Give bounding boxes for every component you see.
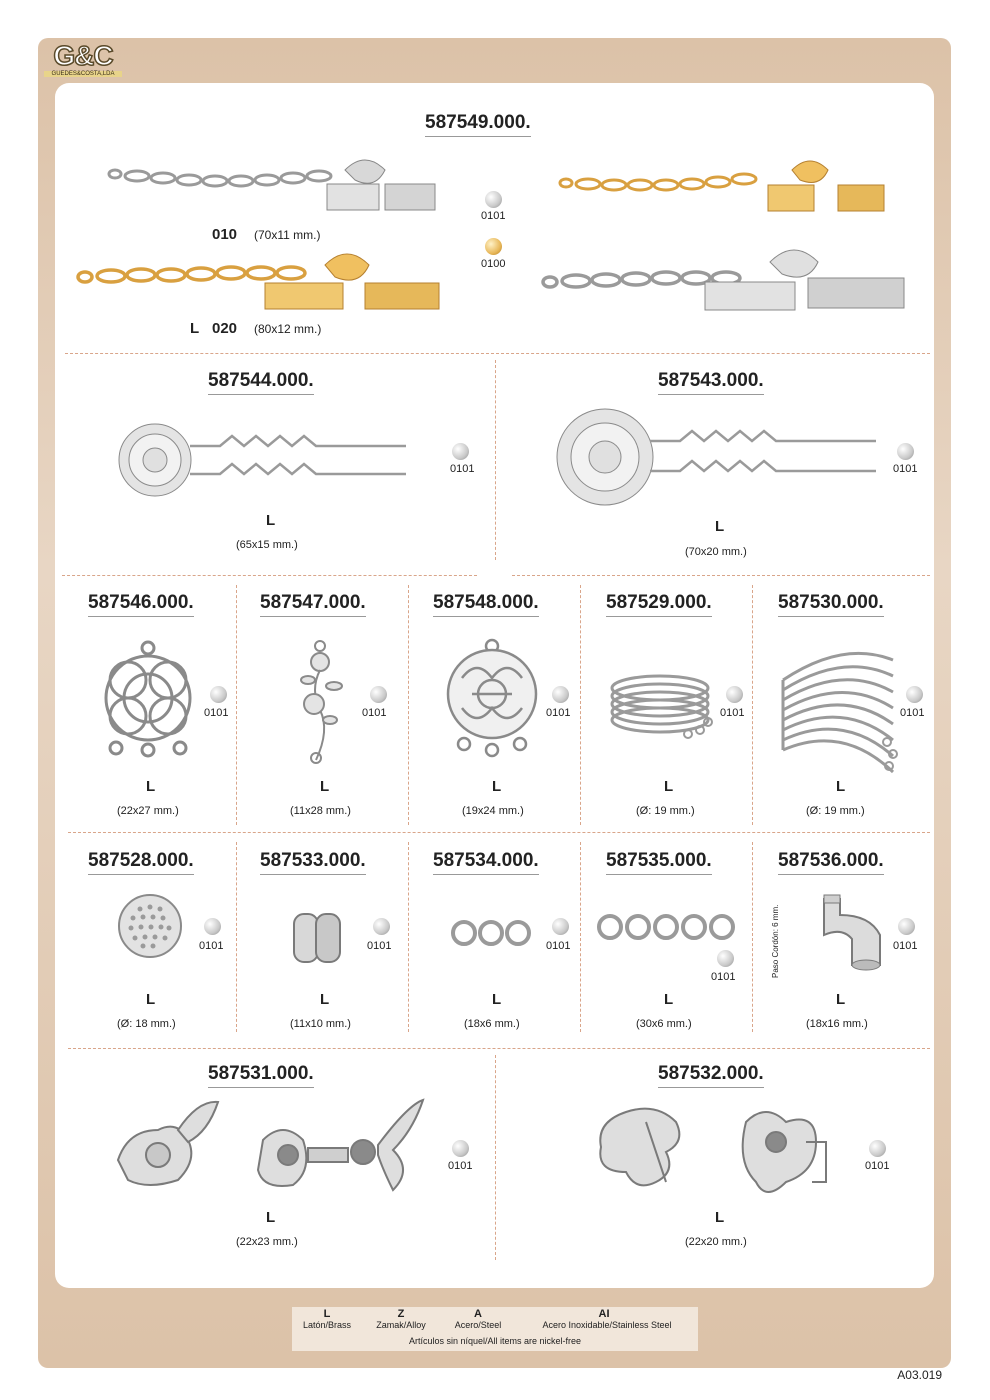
product-code: 587548.000. xyxy=(433,592,539,617)
legend-desc-l: Latón/Brass xyxy=(302,1320,352,1330)
section-divider xyxy=(65,353,930,354)
triple-ring-connector xyxy=(450,918,534,948)
legend-key-z: Z xyxy=(397,1308,405,1320)
column-divider xyxy=(495,360,496,560)
legend-key-ai: AI xyxy=(598,1308,610,1320)
column-divider xyxy=(408,842,409,1032)
column-divider xyxy=(495,1055,496,1260)
dimensions: (11x10 mm.) xyxy=(290,1018,351,1030)
dimensions: (18x16 mm.) xyxy=(806,1018,868,1030)
finish-swatch xyxy=(452,443,469,460)
variant-id-010: 010 xyxy=(212,226,238,243)
finish-swatch xyxy=(869,1140,886,1157)
dimensions: (Ø: 19 mm.) xyxy=(636,805,695,817)
magnetic-clasp-leaf xyxy=(596,1102,846,1212)
finish-code: 0101 xyxy=(448,1160,473,1172)
dimensions: (70x20 mm.) xyxy=(685,546,747,558)
five-ring-connector xyxy=(596,912,738,942)
legend-key-a: A xyxy=(474,1308,482,1320)
material-code: L xyxy=(836,778,846,795)
finish-swatch xyxy=(552,686,569,703)
finish-code: 0101 xyxy=(893,463,918,475)
finish-swatch-silver xyxy=(485,191,502,208)
dimensions: (22x27 mm.) xyxy=(117,805,179,817)
finish-swatch xyxy=(897,443,914,460)
finish-code: 0101 xyxy=(362,707,387,719)
product-code: 587535.000. xyxy=(606,850,712,875)
finish-code-silver: 0101 xyxy=(481,210,506,222)
dimensions: (Ø: 19 mm.) xyxy=(806,805,865,817)
column-divider xyxy=(752,842,753,1032)
filigree-hair-pin-large xyxy=(555,405,885,515)
material-code: L xyxy=(266,512,276,529)
dimensions: (11x28 mm.) xyxy=(290,805,351,817)
product-code: 587544.000. xyxy=(208,370,314,395)
finish-code: 0101 xyxy=(720,707,745,719)
product-code: 587531.000. xyxy=(208,1063,314,1088)
legend-key-l: L xyxy=(323,1308,331,1320)
logo-text: G&C xyxy=(53,40,113,71)
dimensions: (22x23 mm.) xyxy=(236,1236,298,1248)
finish-swatch xyxy=(210,686,227,703)
magnetic-clasp-flower xyxy=(108,1100,428,1195)
dimensions: (19x24 mm.) xyxy=(462,805,524,817)
material-code: L xyxy=(492,991,502,1008)
product-code: 587533.000. xyxy=(260,850,366,875)
material-code: L xyxy=(664,991,674,1008)
legend-desc-ai: Acero Inoxidable/Stainless Steel xyxy=(542,1320,672,1330)
variant-dims-020: (80x12 mm.) xyxy=(254,322,322,336)
column-divider xyxy=(408,585,409,825)
product-code: 587528.000. xyxy=(88,850,194,875)
finish-code: 0101 xyxy=(900,707,925,719)
finish-swatch xyxy=(373,918,390,935)
variant-id-020: 020 xyxy=(212,320,238,337)
product-code: 587532.000. xyxy=(658,1063,764,1088)
finish-swatch xyxy=(717,950,734,967)
product-code: 587534.000. xyxy=(433,850,539,875)
finish-swatch xyxy=(204,918,221,935)
dimensions: (65x15 mm.) xyxy=(236,539,298,551)
finish-swatch xyxy=(906,686,923,703)
finish-code-gold: 0100 xyxy=(481,258,506,270)
finish-code: 0101 xyxy=(204,707,229,719)
product-code: 587536.000. xyxy=(778,850,884,875)
chain-extender-gold-large xyxy=(75,255,445,315)
product-code: 587530.000. xyxy=(778,592,884,617)
product-code: 587543.000. xyxy=(658,370,764,395)
finish-swatch xyxy=(898,918,915,935)
section-divider xyxy=(68,832,930,833)
product-code: 587549.000. xyxy=(425,112,531,137)
finish-swatch xyxy=(726,686,743,703)
product-code: 587529.000. xyxy=(606,592,712,617)
logo-subtitle: GUEDES&COSTA,LDA xyxy=(44,71,122,77)
column-divider xyxy=(752,585,753,825)
rose-stem-connector xyxy=(292,640,352,765)
product-code: 587546.000. xyxy=(88,592,194,617)
dimensions: (18x6 mm.) xyxy=(464,1018,520,1030)
section-divider xyxy=(68,1048,930,1049)
column-divider xyxy=(236,585,237,825)
material-code: L xyxy=(320,991,330,1008)
finish-code: 0101 xyxy=(546,940,571,952)
material-code: L xyxy=(320,778,330,795)
finish-code: 0101 xyxy=(711,971,736,983)
dimensions: (30x6 mm.) xyxy=(636,1018,692,1030)
page-number: A03.019 xyxy=(897,1368,942,1382)
material-code: L xyxy=(715,1209,725,1226)
material-code: L xyxy=(266,1209,276,1226)
product-code: 587547.000. xyxy=(260,592,366,617)
finish-code: 0101 xyxy=(450,463,475,475)
double-tube-bead xyxy=(292,910,344,966)
material-code: L xyxy=(492,778,502,795)
finish-swatch-gold xyxy=(485,238,502,255)
finish-swatch xyxy=(452,1140,469,1157)
column-divider xyxy=(580,585,581,825)
material-code: L xyxy=(715,518,725,535)
chain-extender-silver-small xyxy=(105,150,445,220)
legend-desc-a: Acero/Steel xyxy=(454,1320,502,1330)
finish-swatch xyxy=(552,918,569,935)
finish-code: 0101 xyxy=(893,940,918,952)
sieve-disc xyxy=(117,893,183,959)
dimensions: (22x20 mm.) xyxy=(685,1236,747,1248)
filigree-round-connector xyxy=(442,638,542,763)
material-code: L xyxy=(146,991,156,1008)
material-code: L xyxy=(664,778,674,795)
finish-code: 0101 xyxy=(367,940,392,952)
column-divider xyxy=(236,842,237,1032)
finish-code: 0101 xyxy=(546,707,571,719)
section-divider xyxy=(62,575,477,576)
dimensions: (Ø: 18 mm.) xyxy=(117,1018,176,1030)
variant-material-020: L xyxy=(190,320,200,337)
chain-extender-silver-large xyxy=(540,250,930,315)
wire-ring-small xyxy=(608,668,718,748)
variant-dims-010: (70x11 mm.) xyxy=(254,228,321,242)
material-code: L xyxy=(146,778,156,795)
filigree-hair-pin-small xyxy=(115,420,435,500)
column-divider xyxy=(580,842,581,1032)
finish-code: 0101 xyxy=(865,1160,890,1172)
celtic-knot-connector xyxy=(98,640,198,765)
bent-tube-end xyxy=(800,893,892,973)
material-code: L xyxy=(836,991,846,1008)
legend-desc-z: Zamak/Alloy xyxy=(376,1320,426,1330)
brand-logo xyxy=(44,40,122,78)
chain-extender-gold-small xyxy=(556,155,896,215)
cord-note: Paso Cordón: 6 mm. xyxy=(771,904,780,978)
finish-code: 0101 xyxy=(199,940,224,952)
material-legend xyxy=(292,1307,698,1351)
wire-ring-large xyxy=(775,630,905,775)
finish-swatch xyxy=(370,686,387,703)
nickel-free-note: Artículos sin níquel/All items are nickel-free xyxy=(408,1336,582,1346)
section-divider xyxy=(512,575,930,576)
